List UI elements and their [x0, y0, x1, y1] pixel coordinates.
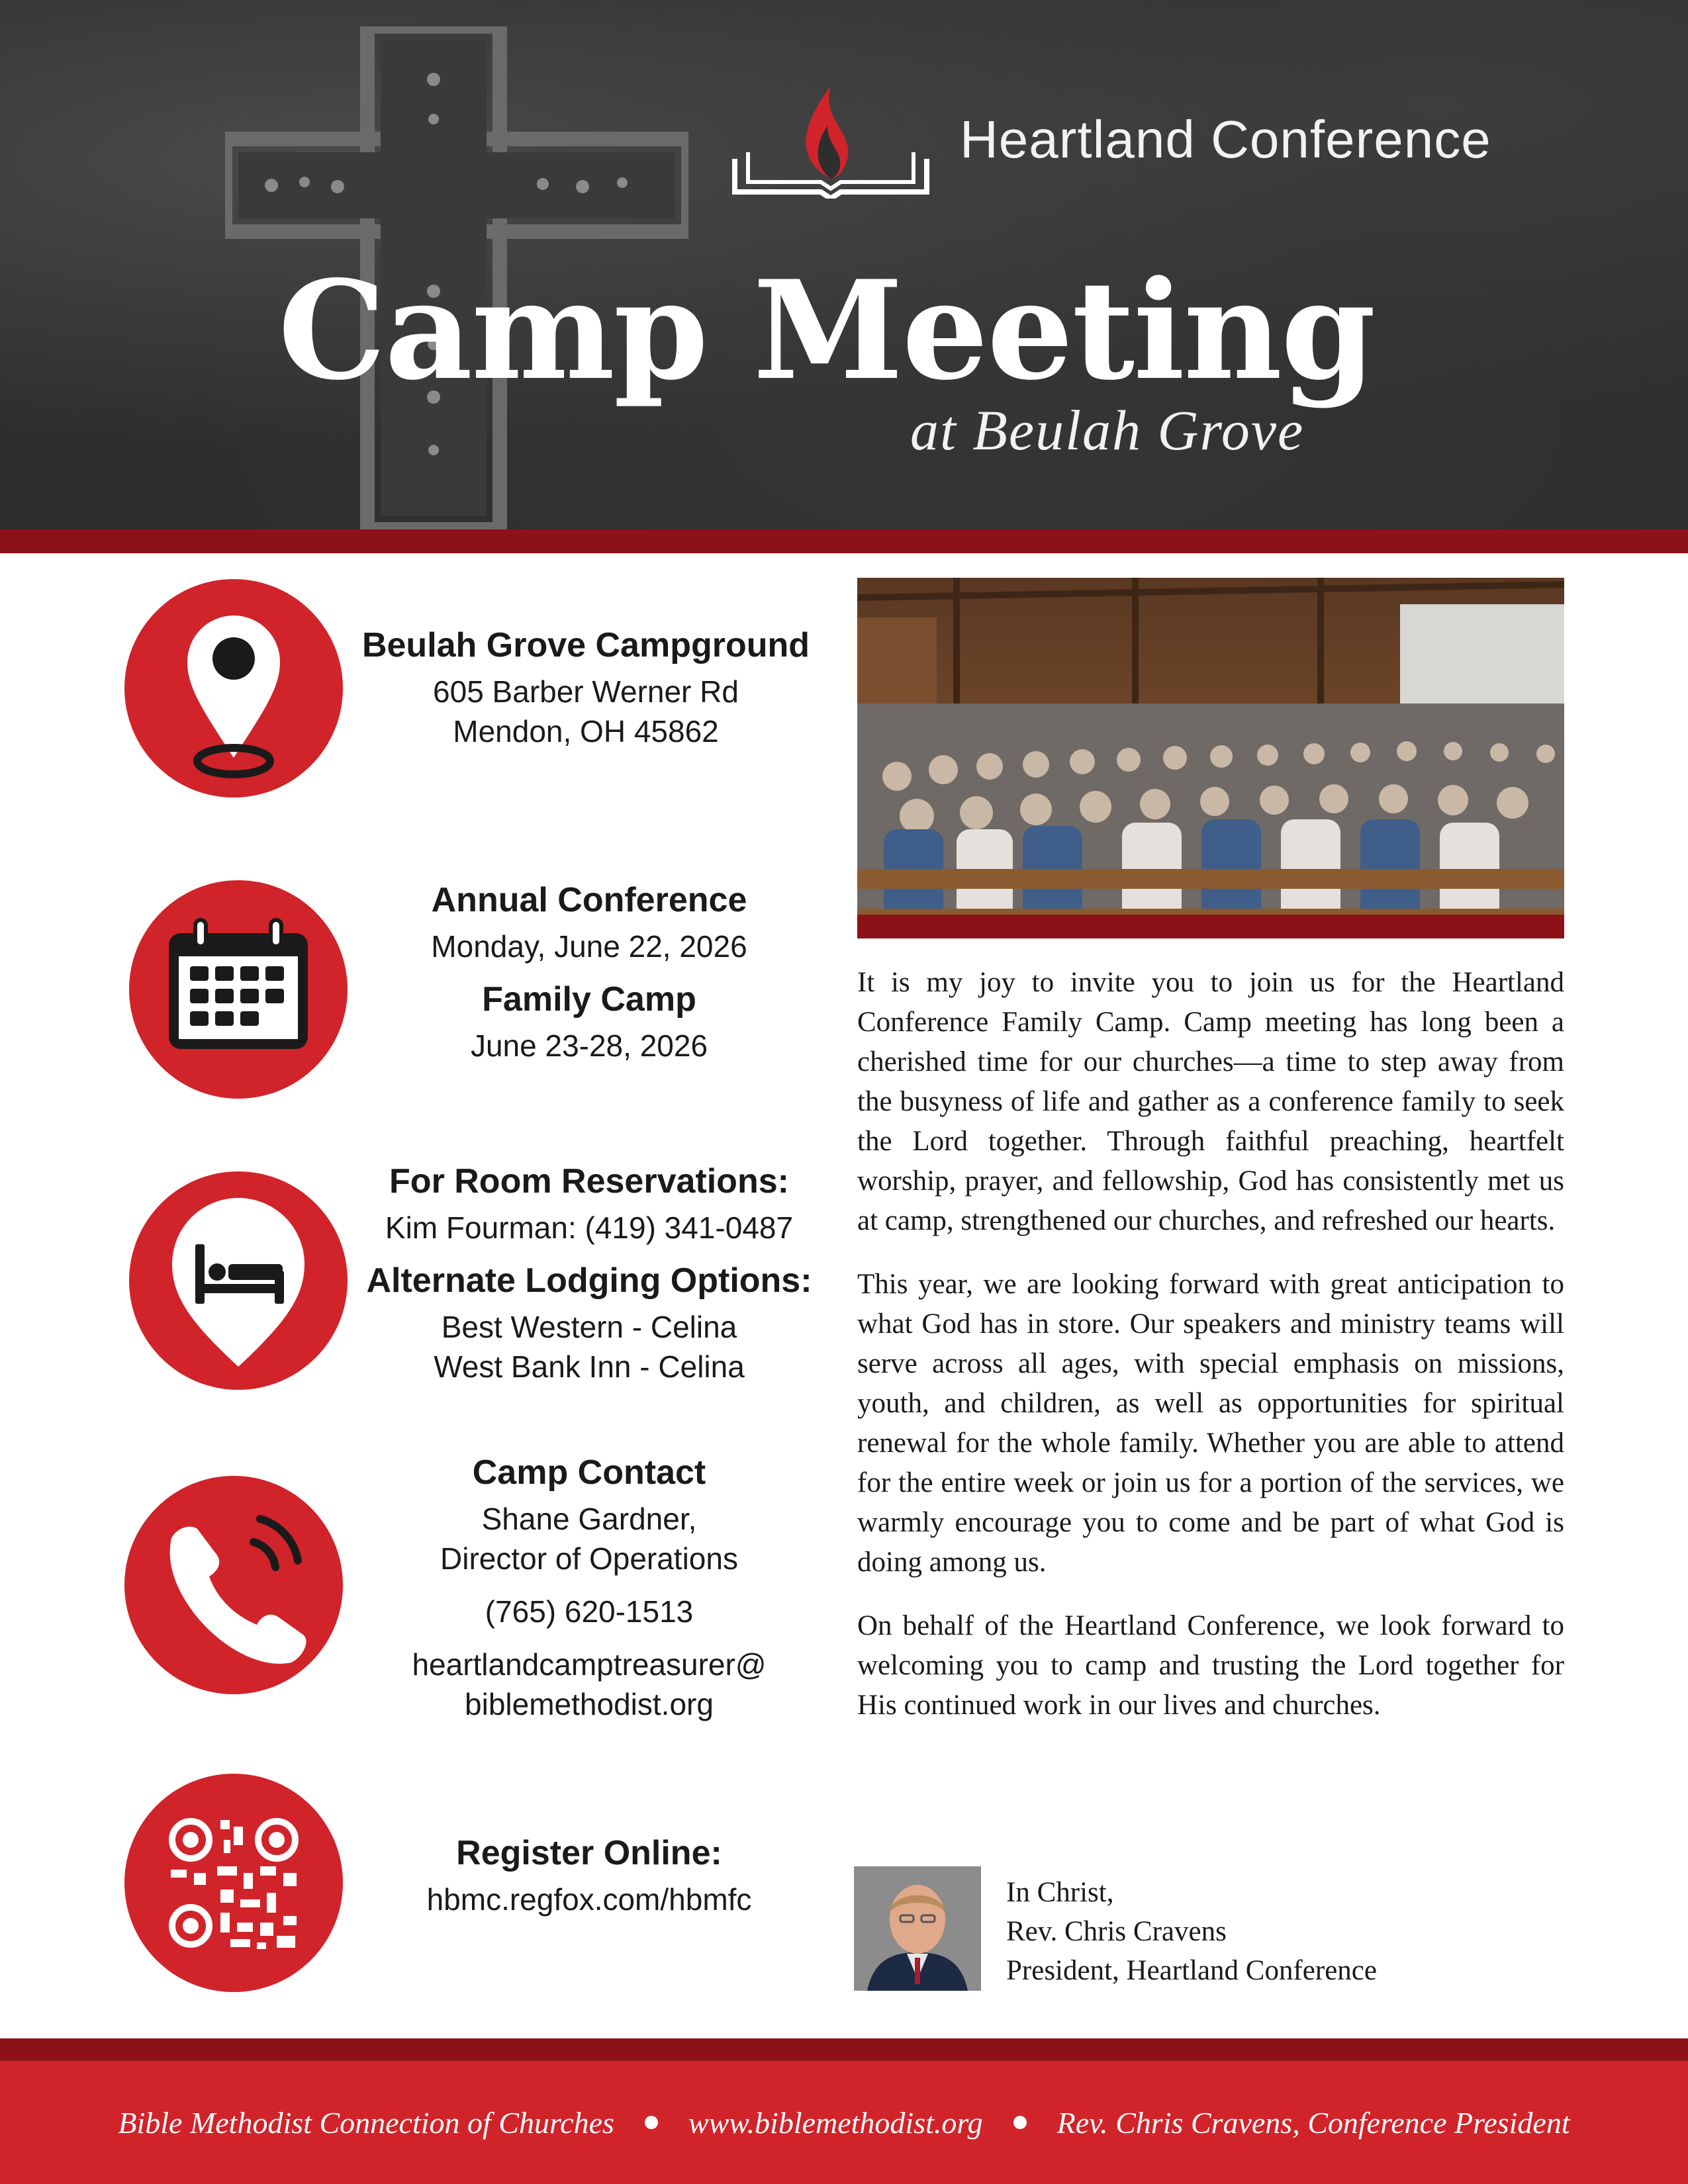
contact-role: Director of Operations [440, 1541, 738, 1576]
conference-logo [722, 79, 940, 199]
location-info [357, 625, 814, 751]
contact-email-line-1[interactable]: heartlandcamptreasurer@ [412, 1647, 767, 1682]
lodging-info [357, 1161, 821, 1387]
contact-email-line-2[interactable]: biblemethodist.org [465, 1687, 714, 1721]
lodging-option-2: West Bank Inn - Celina [434, 1349, 745, 1384]
contact-name: Shane Gardner, [481, 1502, 697, 1536]
header-banner [0, 0, 1688, 529]
address-line-1: 605 Barber Werner Rd [433, 674, 739, 709]
bullet-separator [645, 2116, 658, 2129]
letter-paragraph-3: On behalf of the Heartland Conference, we look forward to welcoming you to camp and trusting the Lord together for His continued work in our lives and churches. [857, 1610, 1564, 1721]
photo-divider [857, 915, 1564, 938]
bullet-separator [1013, 2116, 1027, 2129]
bed-icon [129, 1171, 348, 1390]
reservations-heading: For Room Reservations: [389, 1162, 789, 1201]
signer-title: President, Heartland Conference [1006, 1955, 1377, 1986]
calendar-icon [129, 880, 348, 1099]
congregation-photo [857, 578, 1564, 938]
signer-name: Rev. Chris Cravens [1006, 1916, 1227, 1947]
phone-icon [124, 1476, 343, 1694]
footer-org: Bible Methodist Connection of Churches [118, 2105, 614, 2140]
qr-code-icon[interactable] [124, 1774, 343, 1992]
annual-conference-heading: Annual Conference [431, 881, 747, 919]
letter-paragraph-1: It is my joy to invite you to join us for the Heartland Conference Family Camp. Camp meeting has long been a cherished time for our churches—a time to step away from the busyness of life and gather as a conference family to seek the Lord together. Through faithful preaching, heartfelt worship, prayer, and fellowship, God has consistently met us at camp, strengthened our churches, and refreshed our hearts. [857, 967, 1564, 1236]
letter-signoff [1006, 1873, 1377, 1990]
footer [0, 2061, 1688, 2184]
address-line-2: Mendon, OH 45862 [453, 714, 719, 749]
page-title: Camp Meeting [278, 251, 1375, 410]
contact-heading: Camp Contact [472, 1453, 706, 1492]
family-camp-date: June 23-28, 2026 [470, 1028, 708, 1063]
alternate-lodging-heading: Alternate Lodging Options: [366, 1261, 812, 1300]
page-subtitle: at Beulah Grove [910, 398, 1305, 462]
conference-name: Heartland Conference [960, 110, 1491, 169]
letter-paragraph-2: This year, we are looking forward with great anticipation to what God has in store. Our speakers and ministry teams will serve across all ages, with special emphasis on missions, youth, and children, as well as opportunities for spiritual renewal for the whole family. Whether you are able to attend for the entire week or join us for a portion of the services, we warmly encourage you to come and be part of what God is doing among us. [857, 1269, 1564, 1578]
map-pin-icon [124, 579, 343, 797]
closing: In Christ, [1006, 1877, 1114, 1908]
campground-name: Beulah Grove Campground [361, 626, 810, 664]
footer-website[interactable]: www.biblemethodist.org [688, 2105, 983, 2140]
president-portrait [854, 1866, 981, 1991]
lodging-option-1: Best Western - Celina [441, 1310, 737, 1344]
family-camp-heading: Family Camp [482, 980, 696, 1019]
header-divider [0, 529, 1688, 553]
invitation-letter [857, 963, 1564, 1749]
register-info [357, 1833, 821, 1919]
annual-conference-date: Monday, June 22, 2026 [431, 929, 747, 964]
footer-divider [0, 2038, 1688, 2061]
dates-info [357, 880, 821, 1066]
register-heading: Register Online: [456, 1834, 722, 1872]
contact-phone[interactable]: (765) 620-1513 [485, 1594, 694, 1629]
footer-president: Rev. Chris Cravens, Conference President [1056, 2105, 1570, 2140]
contact-info [357, 1453, 821, 1724]
reservations-contact: Kim Fourman: (419) 341-0487 [385, 1210, 794, 1245]
register-url[interactable]: hbmc.regfox.com/hbmfc [426, 1882, 752, 1917]
